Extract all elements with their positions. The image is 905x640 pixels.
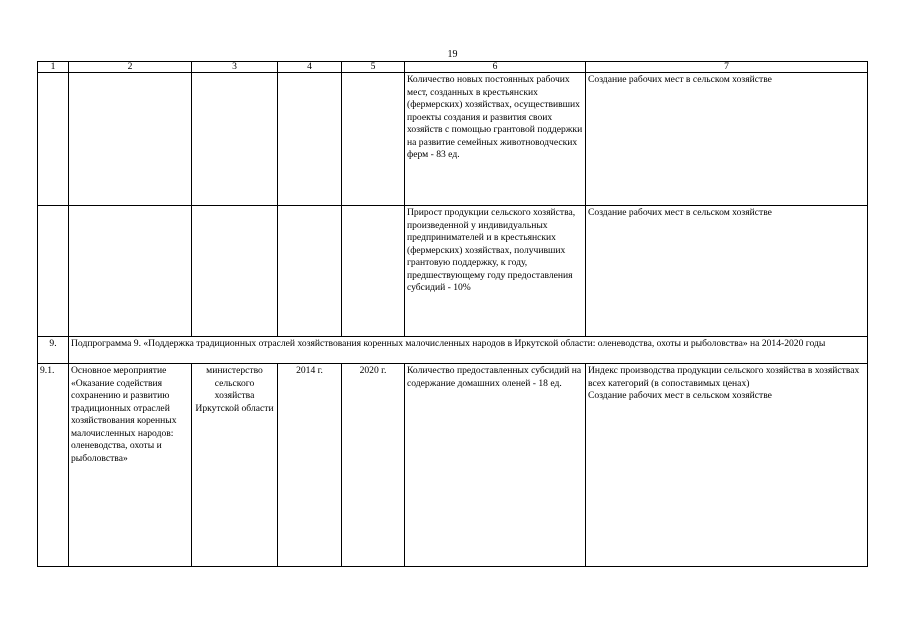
table-header-row — [38, 62, 868, 73]
row-cell-result: Создание рабочих мест в сельском хозяйстве — [586, 73, 868, 206]
row-cell-indicator: Количество новых постоянных рабочих мест, созданных в крестьянских (фермерских) хозяйствах, осуществивших проекты создания и развития своих хозяйств с помощью грантовой поддержки на развитие семейных животноводческих ферм - 83 ед. — [405, 73, 586, 206]
column-header-4: 4 — [278, 62, 342, 73]
row-cell-number — [38, 73, 69, 206]
row-cell-executor — [192, 206, 278, 337]
subprogram-number: 9. — [38, 337, 69, 364]
row-cell-activity — [69, 206, 192, 337]
activity-executor: министерство сельского хозяйства Иркутской области — [192, 364, 278, 567]
row-cell-executor — [192, 73, 278, 206]
row-cell-number — [38, 206, 69, 337]
column-header-3: 3 — [192, 62, 278, 73]
table-row — [38, 206, 868, 337]
subprogram-title: Подпрограмма 9. «Поддержка традиционных отраслей хозяйствования коренных малочисленных народов в Иркутской области: оленеводства, охоты и рыболовства» на 2014-2020 годы — [69, 337, 868, 364]
row-cell-activity — [69, 73, 192, 206]
row-cell-indicator: Прирост продукции сельского хозяйства, произведенной у индивидуальных предпринимателей и в крестьянских (фермерских) хозяйствах, получивших грантовую поддержку, к году, предшествующему году предоставления субсидий - 10% — [405, 206, 586, 337]
activity-result-line-1: Индекс производства продукции сельского хозяйства в хозяйствах всех категорий (в сопоставимых ценах) — [588, 365, 860, 389]
column-header-6: 6 — [405, 62, 586, 73]
activity-indicator: Количество предоставленных субсидий на содержание домашних оленей - 18 ед. — [405, 364, 586, 567]
row-cell-end — [342, 206, 405, 337]
column-header-1: 1 — [38, 62, 69, 73]
activity-row — [38, 364, 868, 567]
activity-result — [586, 364, 868, 567]
program-table — [37, 61, 868, 567]
activity-start-year: 2014 г. — [278, 364, 342, 567]
column-header-5: 5 — [342, 62, 405, 73]
activity-result-line-2: Создание рабочих мест в сельском хозяйстве — [588, 390, 772, 401]
row-cell-result: Создание рабочих мест в сельском хозяйстве — [586, 206, 868, 337]
column-header-7: 7 — [586, 62, 868, 73]
subprogram-row — [38, 337, 868, 364]
row-cell-start — [278, 206, 342, 337]
activity-title: Основное мероприятие «Оказание содействия сохранению и развитию традиционных отраслей хозяйствования коренных малочисленных народов: оленеводства, охоты и рыболовства» — [69, 364, 192, 567]
row-cell-start — [278, 73, 342, 206]
activity-number: 9.1. — [38, 364, 69, 567]
row-cell-end — [342, 73, 405, 206]
activity-end-year: 2020 г. — [342, 364, 405, 567]
page-number: 19 — [447, 49, 458, 60]
column-header-2: 2 — [69, 62, 192, 73]
table-row — [38, 73, 868, 206]
